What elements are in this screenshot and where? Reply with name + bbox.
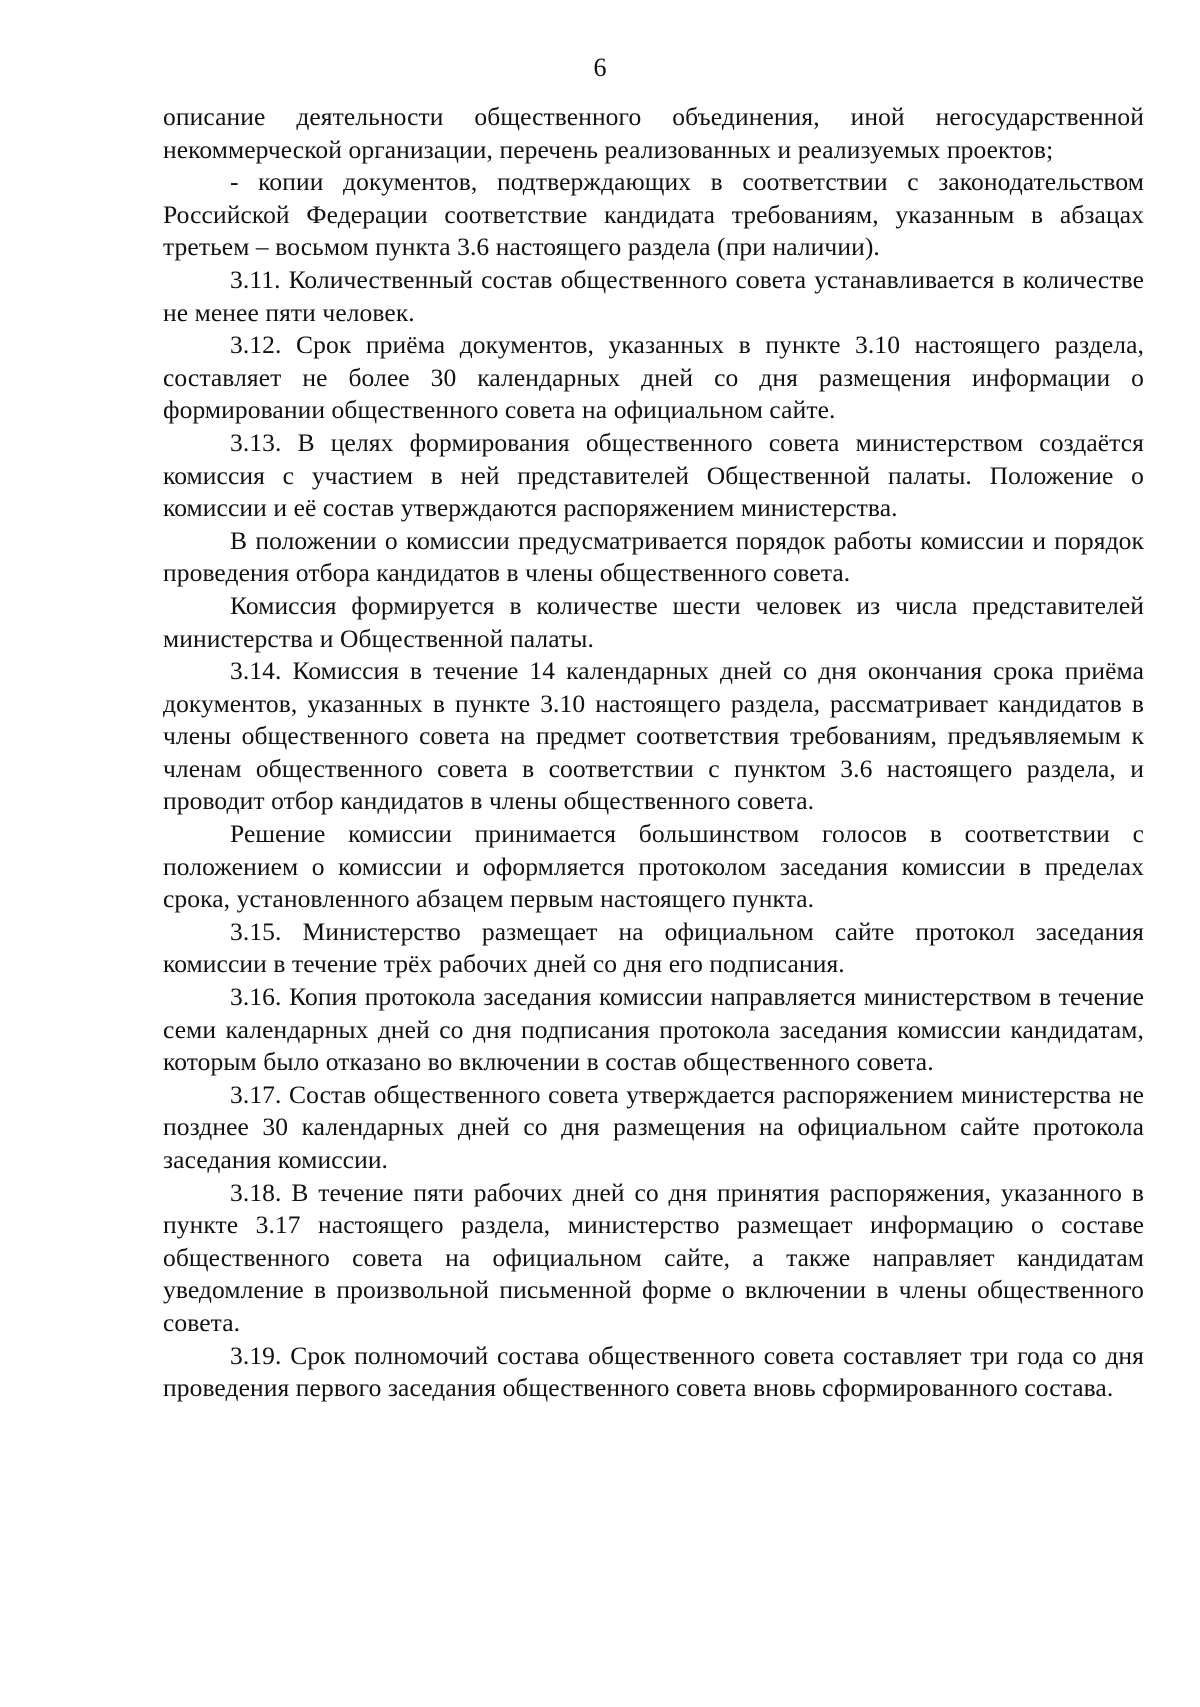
paragraph-3-11: 3.11. Количественный состав общественного совета устанавливается в количестве не менее пяти человек. [163, 264, 1144, 327]
paragraph-3-12: 3.12. Срок приёма документов, указанных в пункте 3.10 настоящего раздела, составляет не более 30 календарных дней со дня размещения информации о формировании общественного совета на официальном сайте. [163, 330, 1144, 425]
paragraph: Комиссия формируется в количестве шести человек из числа представителей министерства и Общественной палаты. [163, 590, 1144, 653]
paragraph-3-16: 3.16. Копия протокола заседания комиссии направляется министерством в течение семи календарных дней со дня подписания протокола заседания комиссии кандидатам, которым было отказано во включении в состав общественного совета. [163, 982, 1144, 1077]
paragraph-3-15: 3.15. Министерство размещает на официальном сайте протокол заседания комиссии в течение трёх рабочих дней со дня его подписания. [163, 916, 1144, 979]
paragraph: В положении о комиссии предусматривается порядок работы комиссии и порядок проведения отбора кандидатов в члены общественного совета. [163, 525, 1144, 588]
paragraph: описание деятельности общественного объединения, иной негосударственной некоммерческой организации, перечень реализованных и реализуемых проектов; [163, 102, 1144, 164]
paragraph: - копии документов, подтверждающих в соответствии с законодательством Российской Федерации соответствие кандидата требованиям, указанным в абзацах третьем – восьмом пункта 3.6 настоящего раздела (при наличии). [163, 167, 1144, 262]
paragraph-3-18: 3.18. В течение пяти рабочих дней со дня принятия распоряжения, указанного в пункте 3.17 настоящего раздела, министерство размещает информацию о составе общественного совета на официальном сайте, а также направляет кандидатам уведомление в произвольной письменной форме о включении в члены общественного совета. [163, 1177, 1144, 1337]
paragraph-3-19: 3.19. Срок полномочий состава общественного совета составляет три года со дня проведения первого заседания общественного совета вновь сформированного состава. [163, 1340, 1144, 1403]
paragraph-3-13: 3.13. В целях формирования общественного совета министерством создаётся комиссия с участием в ней представителей Общественной палаты. Положение о комиссии и её состав утверждаются распоряжением министерства. [163, 427, 1144, 523]
paragraph-3-14: 3.14. Комиссия в течение 14 календарных дней со дня окончания срока приёма документов, указанных в пункте 3.10 настоящего раздела, рассматривает кандидатов в члены общественного совета на предмет соответствия требованиям, предъявляемым к членам общественного совета в соответствии с пунктом 3.6 настоящего раздела, и проводит отбор кандидатов в члены общественного совета. [163, 656, 1144, 816]
paragraph-3-17: 3.17. Состав общественного совета утверждается распоряжением министерства не позднее 30 календарных дней со дня размещения на официальном сайте протокола заседания комиссии. [163, 1079, 1144, 1174]
page-number: 6 [593, 53, 607, 82]
paragraph: Решение комиссии принимается большинством голосов в соответствии с положением о комиссии и оформляется протоколом заседания комиссии в пределах срока, установленного абзацем первым настоящего пункта. [163, 819, 1144, 914]
document-body [163, 101, 1144, 1405]
